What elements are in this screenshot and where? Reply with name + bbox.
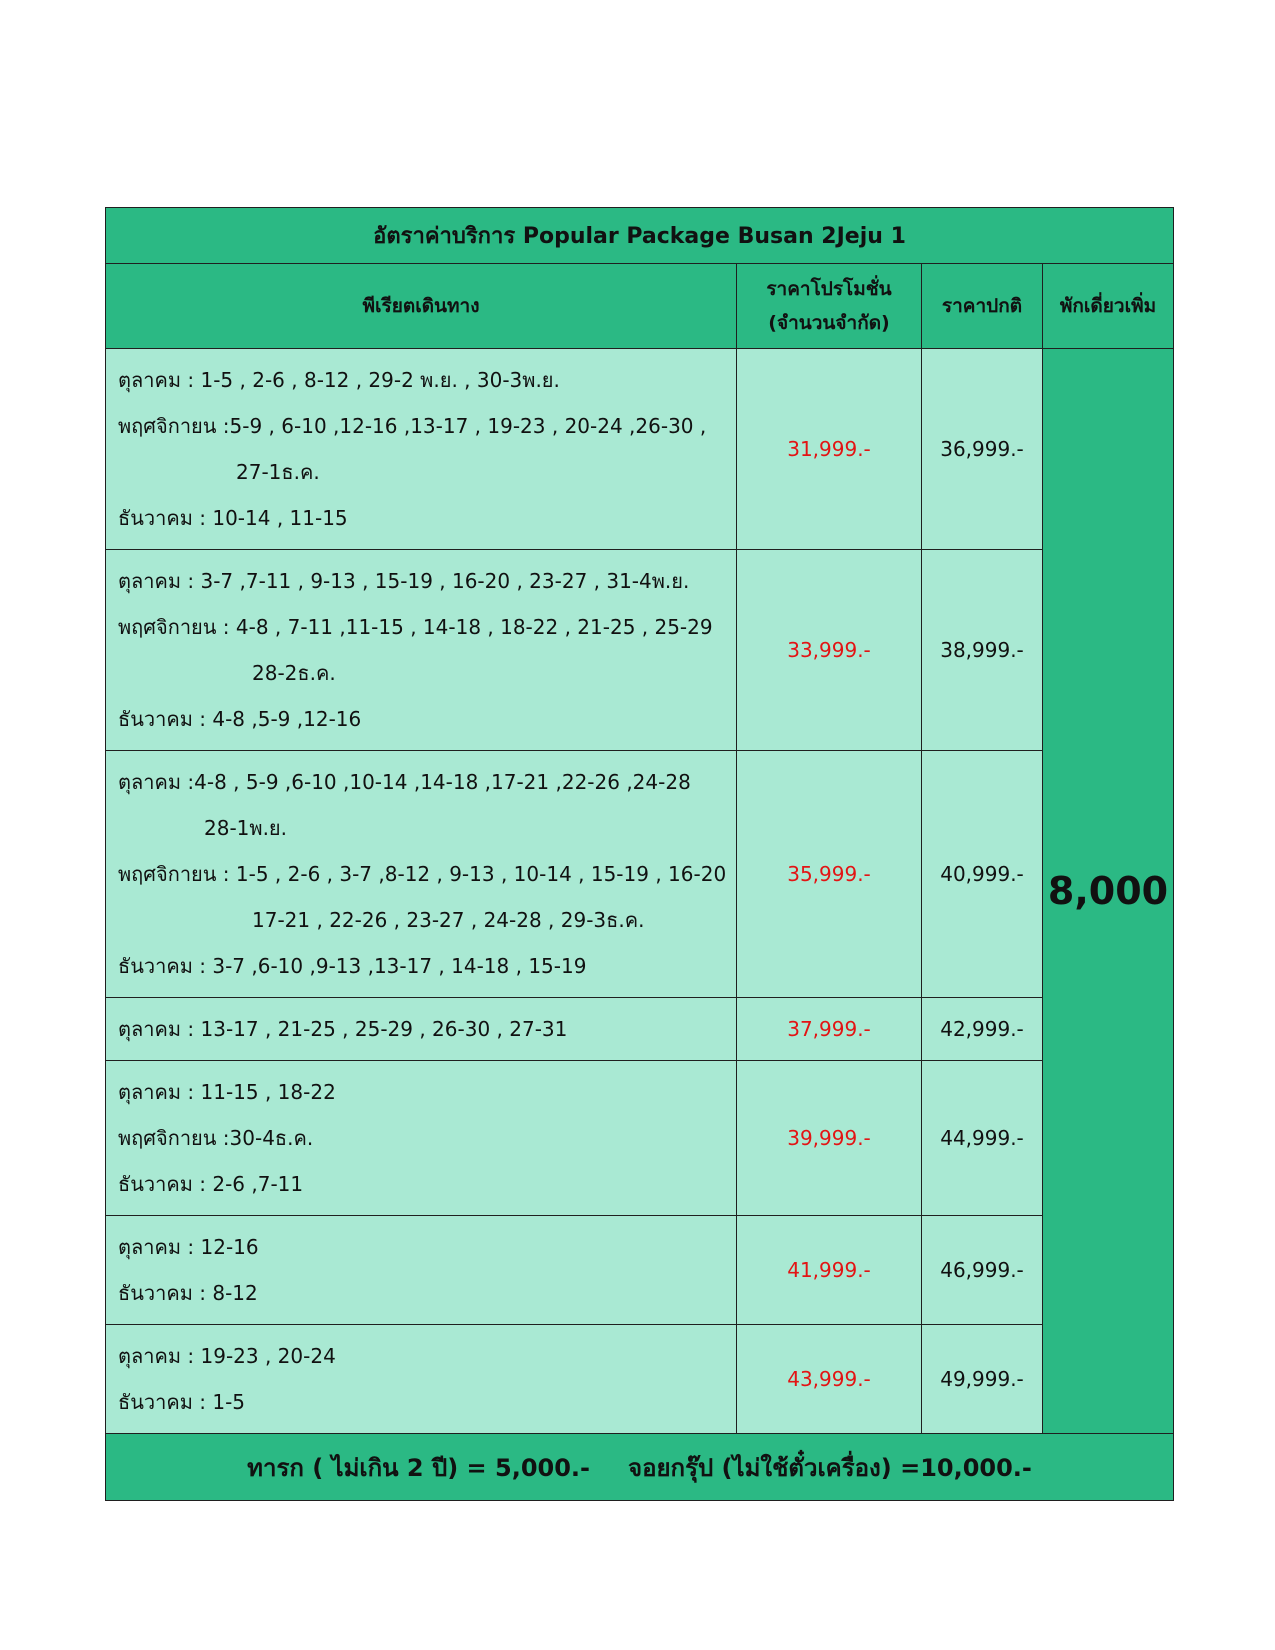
footer-cell (106, 1434, 1174, 1501)
price-row (106, 998, 1174, 1061)
promo-price: 35,999.- (737, 751, 922, 998)
regular-price: 44,999.- (922, 1061, 1043, 1216)
promo-price: 41,999.- (737, 1216, 922, 1325)
regular-price: 38,999.- (922, 550, 1043, 751)
title-row (106, 208, 1174, 264)
period-cell (106, 1061, 737, 1216)
period-line: พฤศจิกายน :5-9 , 6-10 ,12-16 ,13-17 , 19-23 , 20-24 ,26-30 , (118, 414, 707, 438)
promo-price: 31,999.- (737, 349, 922, 550)
header-regular-price: ราคาปกติ (922, 264, 1043, 349)
table-title: อัตราค่าบริการ Popular Package Busan 2Jeju 1 (106, 208, 1174, 264)
regular-price: 46,999.- (922, 1216, 1043, 1325)
column-header-row (106, 264, 1174, 349)
price-row (106, 1061, 1174, 1216)
price-table (105, 207, 1174, 1501)
period-cell (106, 349, 737, 550)
footer-row (106, 1434, 1174, 1501)
price-row (106, 1216, 1174, 1325)
period-cell (106, 1216, 737, 1325)
period-line: ตุลาคม : 11-15 , 18-22 (118, 1080, 336, 1104)
price-row (106, 751, 1174, 998)
header-promo-price (737, 264, 922, 349)
regular-price: 40,999.- (922, 751, 1043, 998)
join-group-price-note: จอยกรุ๊ป (ไม่ใช้ตั๋วเครื่อง) =10,000.- (628, 1453, 1032, 1482)
promo-price: 39,999.- (737, 1061, 922, 1216)
price-row (106, 349, 1174, 550)
period-line: 27-1ธ.ค. (236, 460, 320, 484)
period-line: 28-2ธ.ค. (252, 661, 336, 685)
price-row (106, 1325, 1174, 1434)
period-cell (106, 751, 737, 998)
period-line: พฤศจิกายน : 1-5 , 2-6 , 3-7 ,8-12 , 9-13 , 10-14 , 15-19 , 16-20 (118, 862, 727, 886)
regular-price: 49,999.- (922, 1325, 1043, 1434)
header-promo-line1: ราคาโปรโมชั่น (766, 278, 892, 300)
single-supplement-price: 8,000 (1043, 349, 1174, 1434)
period-line: ตุลาคม : 12-16 (118, 1235, 259, 1259)
period-line: ตุลาคม :4-8 , 5-9 ,6-10 ,10-14 ,14-18 ,17-21 ,22-26 ,24-28 (118, 770, 691, 794)
promo-price: 43,999.- (737, 1325, 922, 1434)
period-line: ตุลาคม : 19-23 , 20-24 (118, 1344, 336, 1368)
period-line: ธันวาคม : 10-14 , 11-15 (118, 506, 348, 530)
period-line: ธันวาคม : 4-8 ,5-9 ,12-16 (118, 707, 362, 731)
period-line: ธันวาคม : 3-7 ,6-10 ,9-13 ,13-17 , 14-18 , 15-19 (118, 954, 587, 978)
promo-price: 33,999.- (737, 550, 922, 751)
promo-price: 37,999.- (737, 998, 922, 1061)
period-line: ธันวาคม : 1-5 (118, 1390, 246, 1414)
period-line: ธันวาคม : 8-12 (118, 1281, 258, 1305)
period-line: ตุลาคม : 13-17 , 21-25 , 25-29 , 26-30 , 27-31 (118, 1017, 568, 1041)
period-line: ตุลาคม : 3-7 ,7-11 , 9-13 , 15-19 , 16-20 , 23-27 , 31-4พ.ย. (118, 569, 690, 593)
period-line: 28-1พ.ย. (204, 816, 288, 840)
period-line: พฤศจิกายน :30-4ธ.ค. (118, 1126, 314, 1150)
header-period: พีเรียตเดินทาง (106, 264, 737, 349)
infant-price-note: ทารก ( ไม่เกิน 2 ปี) = 5,000.- (247, 1453, 590, 1482)
period-line: ธันวาคม : 2-6 ,7-11 (118, 1172, 304, 1196)
period-cell (106, 998, 737, 1061)
period-line: ตุลาคม : 1-5 , 2-6 , 8-12 , 29-2 พ.ย. , 30-3พ.ย. (118, 368, 560, 392)
period-cell (106, 550, 737, 751)
regular-price: 36,999.- (922, 349, 1043, 550)
header-single-supplement: พักเดี่ยวเพิ่ม (1043, 264, 1174, 349)
regular-price: 42,999.- (922, 998, 1043, 1061)
price-row (106, 550, 1174, 751)
period-cell (106, 1325, 737, 1434)
period-line: พฤศจิกายน : 4-8 , 7-11 ,11-15 , 14-18 , 18-22 , 21-25 , 25-29 (118, 615, 713, 639)
period-line: 17-21 , 22-26 , 23-27 , 24-28 , 29-3ธ.ค. (252, 908, 645, 932)
header-promo-line2: (จำนวนจำกัด) (768, 312, 890, 334)
